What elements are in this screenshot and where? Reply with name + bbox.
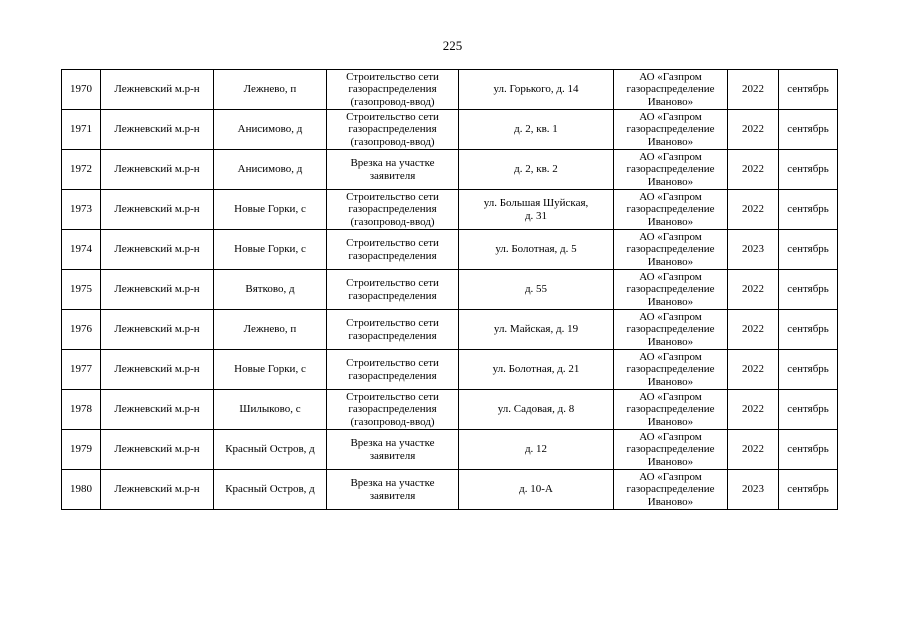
work-type-cell-line: Строительство сети	[346, 70, 439, 83]
year-cell: 2022	[728, 350, 779, 390]
organization-cell-line: АО «Газпром	[639, 230, 702, 243]
organization-cell-line: газораспределение	[626, 243, 715, 256]
table-row	[62, 190, 838, 230]
work-type-cell	[327, 150, 459, 190]
table-row	[62, 470, 838, 510]
locality-cell: Лежнево, п	[214, 70, 327, 110]
address-cell-line: д. 55	[524, 283, 548, 296]
address-cell-line: д. 2, кв. 1	[514, 123, 558, 136]
work-type-cell	[327, 270, 459, 310]
organization-cell-line: газораспределение	[626, 323, 715, 336]
row-number: 1980	[62, 470, 101, 510]
address-cell-line: ул. Большая Шуйская,	[483, 197, 589, 209]
row-number: 1970	[62, 70, 101, 110]
address-cell	[459, 270, 614, 310]
organization-cell-line: Иваново»	[647, 495, 694, 508]
address-cell-line: ул. Болотная, д. 21	[492, 363, 580, 376]
address-cell-line: ул. Майская, д. 19	[493, 323, 579, 336]
district-cell: Лежневский м.р-н	[101, 270, 214, 310]
gasification-table	[61, 69, 838, 510]
month-cell: сентябрь	[779, 390, 838, 430]
organization-cell	[614, 470, 728, 510]
locality-cell: Шилыково, с	[214, 390, 327, 430]
row-number: 1972	[62, 150, 101, 190]
row-number: 1973	[62, 190, 101, 230]
month-cell: сентябрь	[779, 470, 838, 510]
organization-cell-line: Иваново»	[647, 455, 694, 468]
address-cell	[459, 150, 614, 190]
table-row	[62, 110, 838, 150]
organization-cell-line: АО «Газпром	[639, 150, 702, 163]
locality-cell: Красный Остров, д	[214, 470, 327, 510]
work-type-cell	[327, 110, 459, 150]
locality-cell: Вятково, д	[214, 270, 327, 310]
locality-cell: Новые Горки, с	[214, 230, 327, 270]
organization-cell	[614, 110, 728, 150]
district-cell: Лежневский м.р-н	[101, 70, 214, 110]
organization-cell	[614, 150, 728, 190]
year-cell: 2022	[728, 270, 779, 310]
work-type-cell-line: Строительство сети	[346, 190, 439, 203]
address-cell	[459, 230, 614, 270]
work-type-cell	[327, 390, 459, 430]
work-type-cell-line: Врезка на участке	[350, 477, 435, 489]
locality-cell: Новые Горки, с	[214, 350, 327, 390]
work-type-cell-line: (газопровод-ввод)	[350, 135, 435, 148]
district-cell: Лежневский м.р-н	[101, 150, 214, 190]
work-type-cell-line: газораспределения	[348, 123, 437, 136]
address-cell	[459, 310, 614, 350]
work-type-cell	[327, 350, 459, 390]
district-cell: Лежневский м.р-н	[101, 310, 214, 350]
work-type-cell-line: Строительство сети	[346, 277, 439, 289]
district-cell: Лежневский м.р-н	[101, 430, 214, 470]
district-cell: Лежневский м.р-н	[101, 110, 214, 150]
organization-cell-line: газораспределение	[626, 163, 715, 176]
address-cell-line: д. 10-А	[519, 483, 553, 496]
row-number: 1971	[62, 110, 101, 150]
year-cell: 2023	[728, 470, 779, 510]
work-type-cell	[327, 430, 459, 470]
month-cell: сентябрь	[779, 270, 838, 310]
organization-cell-line: Иваново»	[647, 375, 694, 388]
work-type-cell-line: заявителя	[369, 449, 416, 462]
organization-cell-line: Иваново»	[647, 175, 694, 188]
month-cell: сентябрь	[779, 310, 838, 350]
organization-cell-line: газораспределение	[626, 443, 715, 456]
organization-cell-line: Иваново»	[647, 335, 694, 348]
organization-cell-line: АО «Газпром	[639, 190, 702, 203]
district-cell: Лежневский м.р-н	[101, 390, 214, 430]
page-number: 225	[442, 38, 463, 53]
organization-cell	[614, 270, 728, 310]
work-type-cell	[327, 470, 459, 510]
organization-cell-line: Иваново»	[647, 295, 694, 308]
work-type-cell	[327, 190, 459, 230]
work-type-cell	[327, 310, 459, 350]
organization-cell-line: Иваново»	[647, 255, 694, 268]
work-type-cell-line: Врезка на участке	[350, 157, 435, 169]
address-cell	[459, 430, 614, 470]
organization-cell-line: АО «Газпром	[639, 310, 702, 323]
organization-cell	[614, 190, 728, 230]
organization-cell	[614, 310, 728, 350]
month-cell: сентябрь	[779, 110, 838, 150]
organization-cell-line: АО «Газпром	[639, 470, 702, 483]
table-body	[62, 70, 838, 510]
address-cell	[459, 110, 614, 150]
year-cell: 2022	[728, 190, 779, 230]
district-cell: Лежневский м.р-н	[101, 470, 214, 510]
table-row	[62, 350, 838, 390]
table-row	[62, 430, 838, 470]
organization-cell	[614, 70, 728, 110]
address-cell	[459, 470, 614, 510]
address-cell-line: ул. Болотная, д. 5	[495, 243, 577, 256]
organization-cell-line: газораспределение	[626, 83, 715, 96]
work-type-cell	[327, 230, 459, 270]
row-number: 1979	[62, 430, 101, 470]
month-cell: сентябрь	[779, 70, 838, 110]
organization-cell	[614, 430, 728, 470]
table-row	[62, 390, 838, 430]
locality-cell: Лежнево, п	[214, 310, 327, 350]
year-cell: 2022	[728, 70, 779, 110]
address-cell-line: д. 2, кв. 2	[514, 163, 558, 176]
organization-cell-line: газораспределение	[626, 363, 715, 376]
row-number: 1978	[62, 390, 101, 430]
address-cell	[459, 350, 614, 390]
work-type-cell-line: газораспределения	[348, 403, 437, 416]
address-cell-line: ул. Горького, д. 14	[493, 83, 579, 96]
locality-cell: Анисимово, д	[214, 150, 327, 190]
locality-cell: Анисимово, д	[214, 110, 327, 150]
organization-cell	[614, 390, 728, 430]
row-number: 1974	[62, 230, 101, 270]
organization-cell-line: АО «Газпром	[639, 390, 702, 403]
organization-cell	[614, 350, 728, 390]
work-type-cell-line: газораспределения	[348, 289, 437, 302]
work-type-cell-line: газораспределения	[348, 249, 437, 262]
row-number: 1977	[62, 350, 101, 390]
work-type-cell-line: (газопровод-ввод)	[350, 415, 435, 428]
work-type-cell-line: заявителя	[369, 489, 416, 502]
year-cell: 2022	[728, 430, 779, 470]
row-number: 1975	[62, 270, 101, 310]
organization-cell-line: газораспределение	[626, 483, 715, 496]
table-row	[62, 310, 838, 350]
row-number: 1976	[62, 310, 101, 350]
organization-cell-line: Иваново»	[647, 415, 694, 428]
work-type-cell-line: газораспределения	[348, 369, 437, 382]
month-cell: сентябрь	[779, 150, 838, 190]
locality-cell: Красный Остров, д	[214, 430, 327, 470]
locality-cell: Новые Горки, с	[214, 190, 327, 230]
year-cell: 2022	[728, 310, 779, 350]
organization-cell-line: Иваново»	[647, 135, 694, 148]
year-cell: 2022	[728, 150, 779, 190]
address-cell-line: д. 12	[524, 443, 548, 456]
work-type-cell-line: газораспределения	[348, 329, 437, 342]
work-type-cell-line: (газопровод-ввод)	[350, 95, 435, 108]
district-cell: Лежневский м.р-н	[101, 230, 214, 270]
work-type-cell-line: газораспределения	[348, 203, 437, 216]
table-row	[62, 70, 838, 110]
work-type-cell-line: заявителя	[369, 169, 416, 182]
year-cell: 2023	[728, 230, 779, 270]
work-type-cell-line: Строительство сети	[346, 357, 439, 369]
organization-cell-line: газораспределение	[626, 123, 715, 136]
month-cell: сентябрь	[779, 430, 838, 470]
address-cell	[459, 390, 614, 430]
organization-cell-line: АО «Газпром	[639, 110, 702, 123]
address-cell-line: д. 31	[524, 209, 548, 222]
work-type-cell-line: газораспределения	[348, 83, 437, 96]
address-cell	[459, 190, 614, 230]
organization-cell-line: АО «Газпром	[639, 350, 702, 363]
organization-cell-line: газораспределение	[626, 403, 715, 416]
month-cell: сентябрь	[779, 230, 838, 270]
work-type-cell	[327, 70, 459, 110]
organization-cell-line: АО «Газпром	[639, 70, 702, 83]
work-type-cell-line: Строительство сети	[346, 390, 439, 403]
address-cell-line: ул. Садовая, д. 8	[497, 403, 575, 416]
work-type-cell-line: Строительство сети	[346, 237, 439, 249]
organization-cell-line: Иваново»	[647, 215, 694, 228]
organization-cell	[614, 230, 728, 270]
organization-cell-line: газораспределение	[626, 203, 715, 216]
address-cell	[459, 70, 614, 110]
year-cell: 2022	[728, 110, 779, 150]
organization-cell-line: АО «Газпром	[639, 430, 702, 443]
organization-cell-line: газораспределение	[626, 283, 715, 296]
month-cell: сентябрь	[779, 190, 838, 230]
organization-cell-line: АО «Газпром	[639, 270, 702, 283]
work-type-cell-line: Строительство сети	[346, 110, 439, 123]
district-cell: Лежневский м.р-н	[101, 190, 214, 230]
table-row	[62, 150, 838, 190]
table-row	[62, 270, 838, 310]
work-type-cell-line: (газопровод-ввод)	[350, 215, 435, 228]
organization-cell-line: Иваново»	[647, 95, 694, 108]
work-type-cell-line: Строительство сети	[346, 317, 439, 329]
table-row	[62, 230, 838, 270]
year-cell: 2022	[728, 390, 779, 430]
district-cell: Лежневский м.р-н	[101, 350, 214, 390]
work-type-cell-line: Врезка на участке	[350, 437, 435, 449]
month-cell: сентябрь	[779, 350, 838, 390]
